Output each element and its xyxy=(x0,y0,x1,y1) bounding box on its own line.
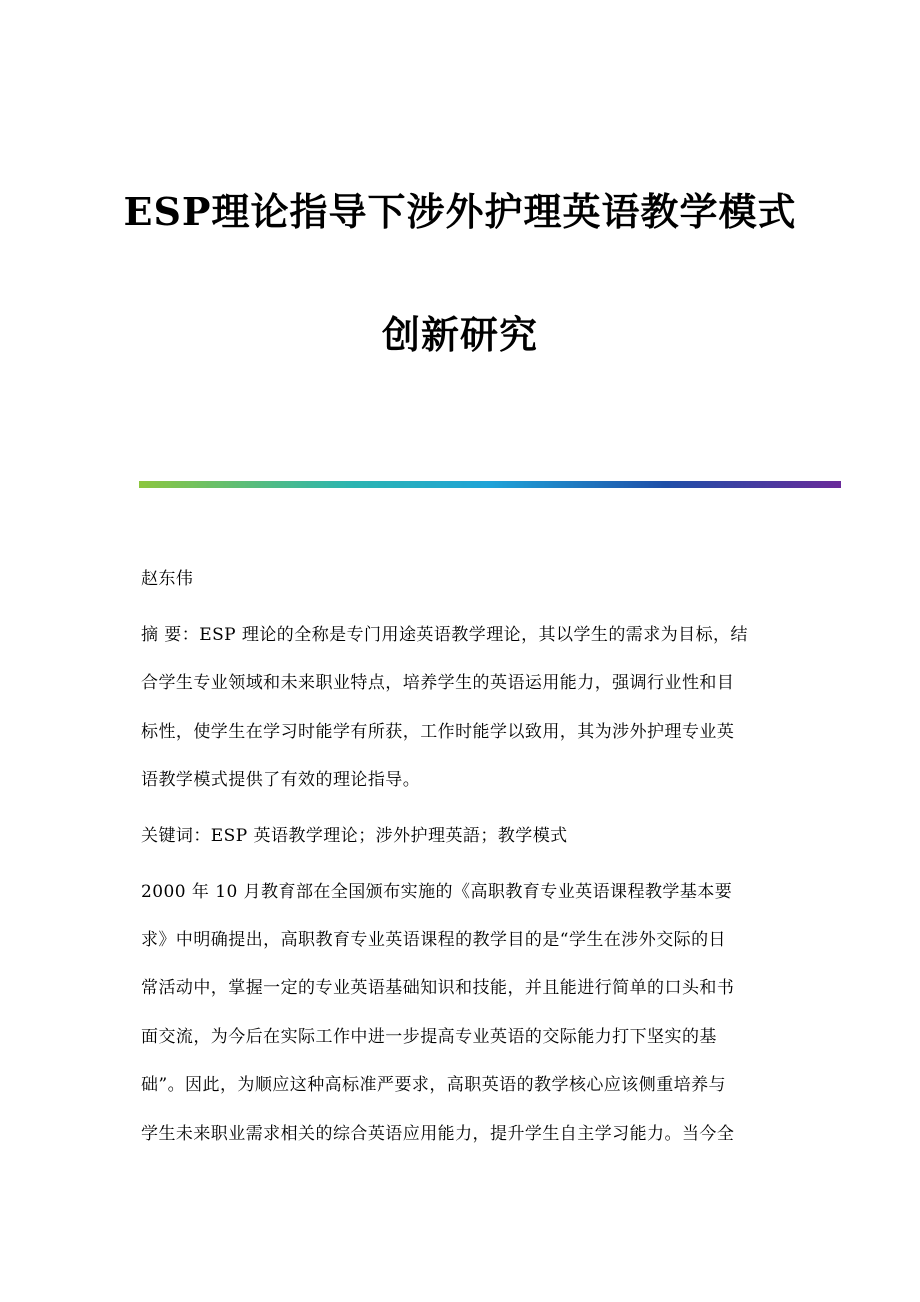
abstract-line: 语教学模式提供了有效的理论指导。 xyxy=(141,770,421,790)
document-title-line-1: ESP理论指导下涉外护理英语教学模式 xyxy=(123,189,797,234)
keywords-line: 关键词：ESP 英语教学理论；涉外护理英語；教学模式 xyxy=(141,826,568,846)
body-line: 础”。因此，为顺应这种高标准严要求，高职英语的教学核心应该侧重培养与 xyxy=(141,1075,726,1095)
document-title-line-2: 创新研究 xyxy=(381,312,538,357)
abstract-line: 合学生专业领域和未来职业特点，培养学生的英语运用能力，强调行业性和目 xyxy=(141,673,735,693)
body-line: 学生未来职业需求相关的综合英语应用能力，提升学生自主学习能力。当今全 xyxy=(141,1124,735,1144)
abstract-line: 标性，使学生在学习时能学有所获，工作时能学以致用，其为涉外护理专业英 xyxy=(141,722,735,742)
body-line: 常活动中，掌握一定的专业英语基础知识和技能，并且能进行简单的口头和书 xyxy=(141,978,735,998)
body-line: 面交流，为今后在实际工作中进一步提高专业英语的交际能力打下坚实的基 xyxy=(141,1027,717,1047)
author-name: 赵东伟 xyxy=(141,569,194,589)
body-line: 2000 年 10 月教育部在全国颁布实施的《高职教育专业英语课程教学基本要 xyxy=(141,882,733,902)
title-divider xyxy=(139,481,841,488)
body-line: 求》中明确提出，高职教育专业英语课程的教学目的是“学生在涉外交际的日 xyxy=(141,930,726,950)
abstract-line: 摘 要：ESP 理论的全称是专门用途英语教学理论，其以学生的需求为目标，结 xyxy=(141,625,748,645)
